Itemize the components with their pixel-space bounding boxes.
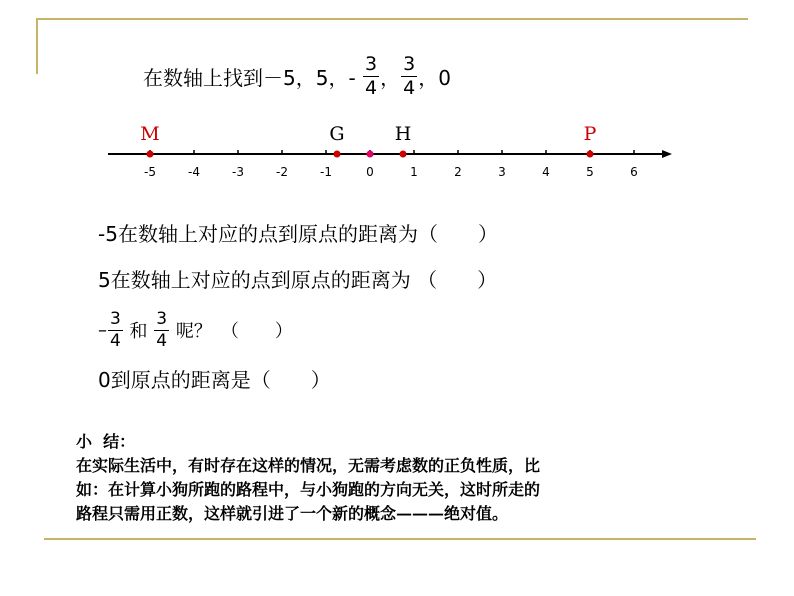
tick-label: -5 <box>144 165 156 179</box>
point-label: M <box>140 123 160 145</box>
summary-line-2: 如：在计算小狗所跑的路程中，与小狗跑的方向无关，这时所走的 <box>76 480 541 499</box>
tick-label: 2 <box>454 165 462 179</box>
title-fraction-2 <box>401 52 417 99</box>
fraction-numerator: 3 <box>110 308 121 329</box>
tick-label: 3 <box>498 165 506 179</box>
tick-label: -4 <box>188 165 200 179</box>
fraction-numerator: 3 <box>365 52 378 75</box>
question-3 <box>98 300 293 360</box>
tick-label: -3 <box>232 165 244 179</box>
summary-line-3: 路程只需用正数，这样就引进了一个新的概念———绝对值。 <box>76 504 509 523</box>
summary-heading: 小 结： <box>76 432 136 451</box>
question-4: 0到原点的距离是（ ） <box>98 368 331 392</box>
fraction-denominator: 4 <box>403 76 416 99</box>
minus-sign: – <box>98 319 107 341</box>
point-dot <box>400 151 407 158</box>
question-3-tail: 呢？ （ ） <box>170 321 293 342</box>
point-label: H <box>394 123 412 145</box>
point-dot <box>367 151 374 158</box>
point-dot <box>587 151 594 158</box>
fraction-numerator: 3 <box>156 308 168 329</box>
title-prefix: 在数轴上找到－5，5，- <box>143 65 363 90</box>
fraction-denominator: 4 <box>156 330 168 351</box>
title-line <box>143 46 451 106</box>
fraction-numerator: 3 <box>403 52 416 75</box>
frame-top-line <box>36 18 748 20</box>
tick-label: 4 <box>542 165 550 179</box>
tick-label: 1 <box>410 165 418 179</box>
tick-label: 0 <box>366 165 374 179</box>
frame-bottom-line <box>44 538 756 540</box>
summary-box <box>76 430 736 526</box>
fraction-denominator: 4 <box>365 76 378 99</box>
question-2: 5在数轴上对应的点到原点的距离为 （ ） <box>98 268 498 292</box>
question-3-mid: 和 <box>123 321 154 342</box>
tick-label: 5 <box>586 165 594 179</box>
axis-arrow <box>662 150 672 158</box>
title-suffix: ，0 <box>418 65 451 90</box>
question-1: -5在数轴上对应的点到原点的距离为（ ） <box>98 222 498 246</box>
point-dot <box>147 151 154 158</box>
title-fraction-1 <box>363 52 379 99</box>
tick-label: 6 <box>630 165 638 179</box>
fraction-denominator: 4 <box>110 330 121 351</box>
title-separator: ， <box>380 65 401 90</box>
tick-label: -2 <box>276 165 288 179</box>
point-label: G <box>329 123 345 145</box>
point-dot <box>334 151 341 158</box>
summary-line-1: 在实际生活中，有时存在这样的情况，无需考虑数的正负性质，比 <box>76 456 541 475</box>
frame-left-line <box>36 18 38 74</box>
question-fraction-1 <box>108 308 123 351</box>
tick-label: -1 <box>320 165 332 179</box>
question-fraction-2 <box>154 308 169 351</box>
number-line <box>100 112 690 192</box>
point-label: P <box>583 123 597 145</box>
